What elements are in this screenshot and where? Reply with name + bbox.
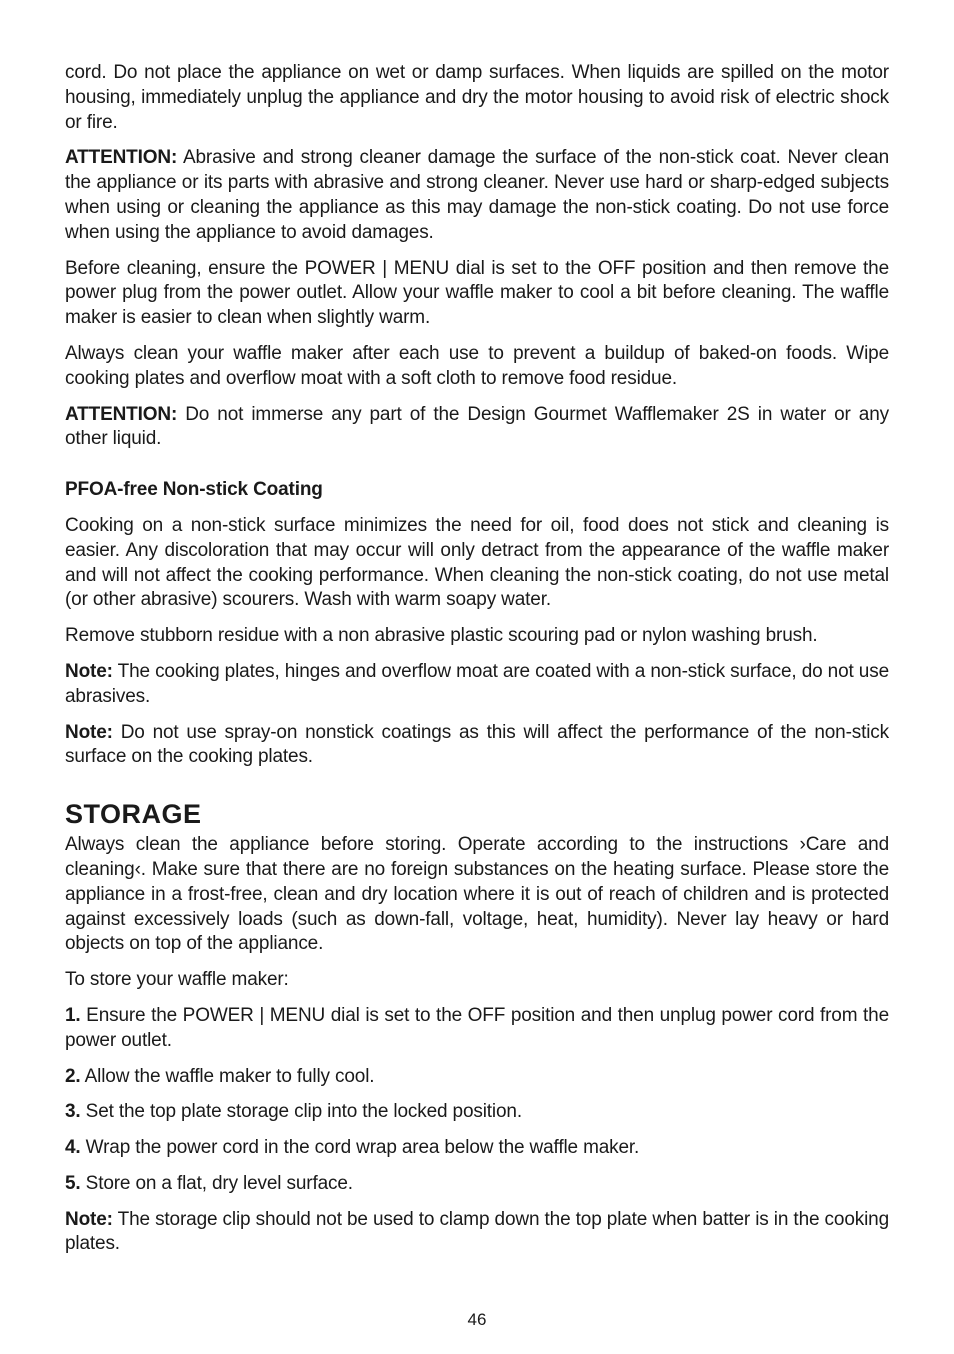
note-storage-clip: [65, 1208, 889, 1258]
storage-step-4: [65, 1136, 889, 1161]
step-text: Allow the waffle maker to fully cool.: [80, 1065, 375, 1087]
step-text: Ensure the POWER | MENU dial is set to the OFF position and then unplug power cord from the power outlet.: [65, 1004, 889, 1051]
step-number: 1.: [65, 1004, 81, 1026]
note-spray-on: [65, 721, 889, 771]
storage-title: STORAGE: [65, 799, 202, 830]
storage-step-2: [65, 1065, 889, 1090]
storage-step-5: [65, 1172, 889, 1197]
note-text: The cooking plates, hinges and overflow moat are coated with a non-stick surface, do not use abrasives.: [65, 660, 889, 707]
paragraph-before-cleaning: Before cleaning, ensure the POWER | MENU dial is set to the OFF position and then remove the power plug from the power outlet. Allow your waffle maker to cool a bit before cleaning. The waffle maker is easier to clean when slightly warm.: [65, 257, 889, 329]
pfoa-heading: PFOA-free Non-stick Coating: [65, 479, 323, 501]
storage-lead: To store your waffle maker:: [65, 969, 289, 991]
step-text: Store on a flat, dry level surface.: [80, 1172, 353, 1194]
paragraph-cord-warning: cord. Do not place the appliance on wet or damp surfaces. When liquids are spilled on the motor housing, immediately unplug the appliance and dry the motor housing to avoid risk of electric shock or fire.: [65, 62, 889, 133]
note-label: Note:: [65, 660, 113, 682]
step-number: 5.: [65, 1172, 81, 1194]
step-number: 3.: [65, 1101, 81, 1123]
paragraph-always-clean: Always clean your waffle maker after each use to prevent a buildup of baked-on foods. Wipe cooking plates and overflow moat with a soft cloth to remove food residue.: [65, 342, 889, 389]
attention-immerse: [65, 403, 889, 453]
note-cooking-plates: [65, 660, 889, 710]
step-number: 2.: [65, 1065, 81, 1087]
note-label: Note:: [65, 1208, 113, 1230]
storage-intro: Always clean the appliance before storing. Operate according to the instructions ›Care and cleaning‹. Make sure that there are no foreign substances on the heating surface. Please store the appliance in a frost-free, clean and dry location where it is out of reach of children and is protected against excessively loads (such as down-fall, voltage, heat, humidity). Never lay heavy or hard objects on top of the appliance.: [65, 834, 889, 955]
attention-text: Do not immerse any part of the Design Gourmet Wafflemaker 2S in water or any other liquid.: [65, 403, 889, 450]
pfoa-paragraph-1: Cooking on a non-stick surface minimizes the need for oil, food does not stick and cleaning is easier. Any discoloration that may occur will only detract from the appearance of the waffle maker and will not affect the cooking performance. When cleaning the non-stick coating, do not use metal (or other abrasive) scourers. Wash with warm soapy water.: [65, 514, 889, 611]
attention-text: Abrasive and strong cleaner damage the surface of the non-stick coat. Never clean the appliance or its parts with abrasive and strong cleaner. Never use hard or sharp-edged subjects when using or cleaning the appliance as this may damage the non-stick coating. Do not use force when using the appliance to avoid damages.: [65, 147, 889, 243]
note-text: The storage clip should not be used to clamp down the top plate when batter is in the cooking plates.: [65, 1208, 889, 1255]
step-number: 4.: [65, 1137, 81, 1159]
storage-step-3: [65, 1100, 889, 1125]
attention-label: ATTENTION:: [65, 147, 178, 169]
note-label: Note:: [65, 721, 113, 743]
storage-step-1: [65, 1004, 889, 1054]
step-text: Set the top plate storage clip into the locked position.: [80, 1101, 522, 1123]
document-body: [65, 61, 889, 1268]
step-text: Wrap the power cord in the cord wrap area below the waffle maker.: [80, 1137, 640, 1159]
page-number: 46: [467, 1310, 487, 1329]
attention-label: ATTENTION:: [65, 403, 178, 425]
attention-abrasive: [65, 146, 889, 245]
pfoa-paragraph-2: Remove stubborn residue with a non abrasive plastic scouring pad or nylon washing brush.: [65, 625, 818, 647]
note-text: Do not use spray-on nonstick coatings as this will affect the performance of the non-stick surface on the cooking plates.: [65, 721, 889, 768]
